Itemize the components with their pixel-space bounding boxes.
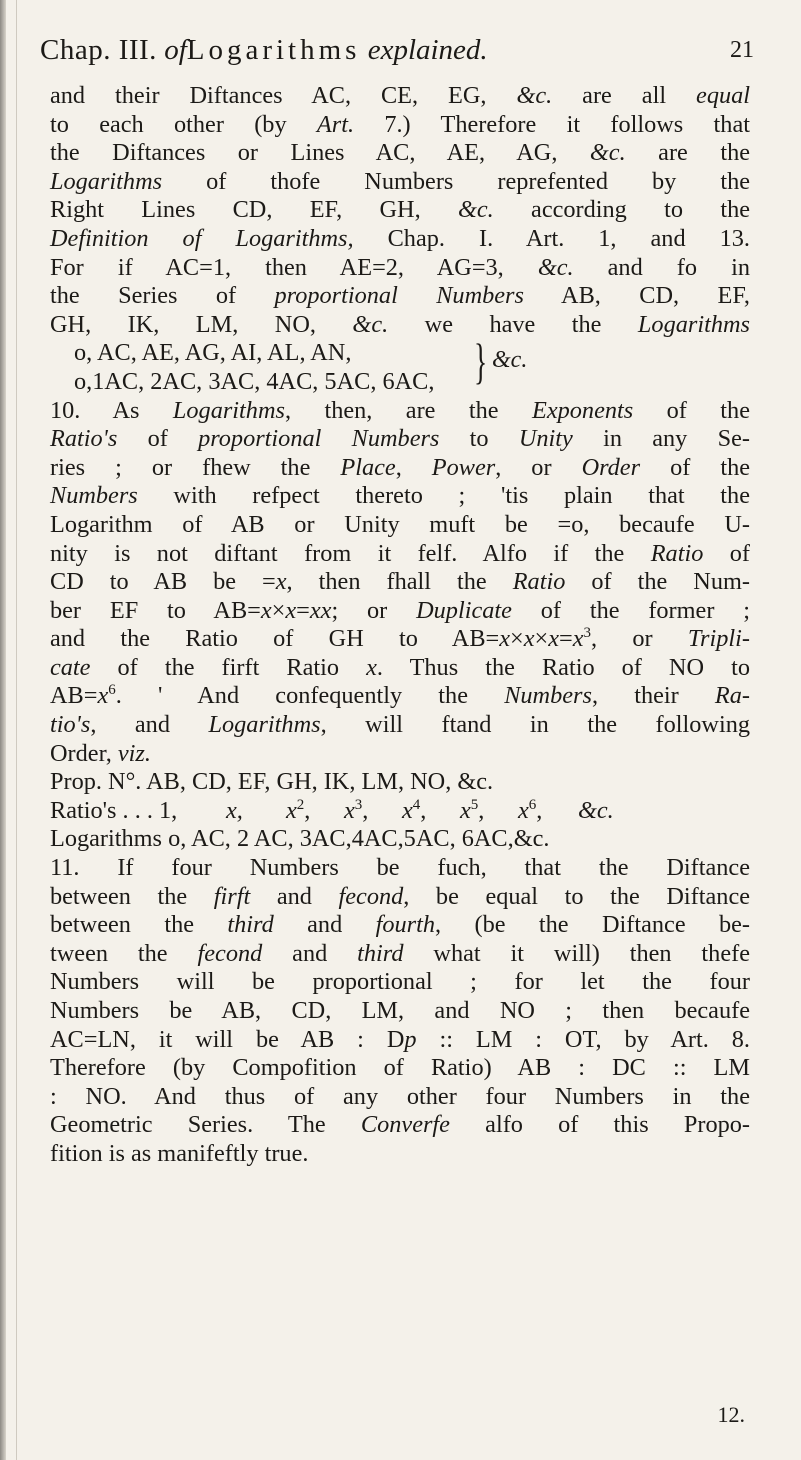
italic-run: x: [260, 596, 272, 624]
text-run: ,: [395, 453, 432, 481]
text-run: of the former ;: [511, 596, 751, 624]
italic-run: Duplicate: [416, 596, 512, 624]
italic-run: Place: [340, 453, 396, 481]
text-line: [50, 1026, 750, 1055]
text-run: , and: [90, 711, 209, 739]
table-logarithms-text: Logarithms o, AC, 2 AC, 3AC,4AC,5AC, 6AC,&c.: [50, 825, 550, 853]
text-line: [50, 1140, 750, 1169]
text-run: fition is as manifeftly true.: [50, 1139, 309, 1167]
brace-etc-label: &c.: [492, 346, 528, 373]
text-line: [50, 740, 750, 769]
text-run: : NO. And thus of any other four Numbers in the: [50, 1082, 750, 1110]
text-line: [50, 454, 750, 483]
text-line: [50, 139, 750, 168]
text-run: Numbers will be proportional ; for let the four: [50, 968, 750, 996]
page-edge: [0, 0, 6, 1460]
italic-run: fourth: [375, 911, 436, 939]
ratio-exponent: 4: [412, 796, 421, 813]
text-run: =: [296, 596, 310, 624]
text-line: [50, 196, 750, 225]
ratio-value: x: [402, 796, 413, 824]
italic-run: &c.: [537, 253, 574, 281]
text-run: what it will) then thefe: [403, 939, 750, 967]
text-line: [50, 883, 750, 912]
italic-run: tio's: [50, 711, 91, 739]
text-line: [50, 511, 750, 540]
text-run: ×: [510, 625, 524, 653]
catchword: 12.: [717, 1402, 745, 1427]
italic-run: xx: [309, 596, 332, 624]
ratio-cell: $x^2$,: [286, 796, 311, 824]
italic-run: x: [97, 682, 109, 710]
text-line: [50, 911, 750, 940]
italic-run: &c.: [352, 310, 389, 338]
ratio-value: x: [344, 796, 355, 824]
text-line: [50, 597, 750, 626]
table-ratios-label: Ratio's . . . 1,: [50, 796, 178, 824]
italic-run: x: [523, 625, 535, 653]
text-run: , will ftand in the following: [320, 711, 750, 739]
text-run: between the: [50, 911, 228, 939]
text-run: of the: [633, 396, 750, 424]
table-prop-row: [50, 768, 750, 797]
text-run: . Thus the Ratio of NO to: [376, 653, 750, 681]
ratio-cell: $x^4$,: [402, 796, 427, 824]
ratio-exponent: 2: [296, 796, 305, 813]
text-run: nity is not diftant from it felf. Alfo if the: [50, 539, 651, 567]
text-run: are the: [625, 139, 751, 167]
text-run: AC=LN, it will be AB : D: [50, 1025, 405, 1053]
text-run: with refpect thereto ; 'tis plain that the: [137, 482, 750, 510]
text-line: [50, 225, 750, 254]
header-chapter: Chap. III.: [40, 34, 157, 66]
text-run: of: [117, 425, 199, 453]
text-run: , then, are the: [284, 396, 532, 424]
text-run: AB=: [50, 682, 98, 710]
italic-run: Numbers: [50, 482, 138, 510]
text-line: [50, 1083, 750, 1112]
italic-run: proportional Numbers: [198, 425, 440, 453]
header-logarithms: Logarithms: [186, 34, 361, 66]
italic-run: Tripli-: [687, 625, 750, 653]
italic-run: Numbers: [504, 682, 592, 710]
text-run: . ' And confequently the: [115, 682, 505, 710]
superscript: 3: [583, 625, 592, 642]
italic-run: firft: [213, 882, 251, 910]
table-logarithms-row: [50, 825, 750, 854]
text-run: and fo in: [573, 253, 750, 281]
italic-run: Exponents: [532, 396, 634, 424]
text-run: 11. If four Numbers be fuch, that the Diftance: [50, 854, 750, 882]
italic-run: x: [499, 625, 511, 653]
italic-run: Ratio: [650, 539, 704, 567]
ratio-value: x: [286, 796, 297, 824]
header-of: of: [164, 34, 187, 66]
text-run: and: [250, 882, 339, 910]
header-explained: explained.: [367, 34, 488, 66]
text-run: , their: [591, 682, 715, 710]
italic-run: x: [285, 596, 297, 624]
ratio-exponent: 6: [528, 796, 537, 813]
text-line: [50, 1111, 750, 1140]
text-run: we have the: [388, 310, 638, 338]
table-prop-text: Prop. N°. AB, CD, EF, GH, IK, LM, NO, &c.: [50, 768, 494, 796]
text-run: and the Ratio of GH to AB=: [50, 625, 500, 653]
text-run: of the: [640, 453, 751, 481]
text-run: and their Diftances AC, CE, EG,: [50, 82, 517, 109]
italic-run: Logarithms: [50, 167, 163, 195]
italic-run: Art.: [316, 110, 355, 138]
brace-group: [474, 334, 554, 394]
paragraph-9-continuation: [50, 82, 750, 339]
text-run: ×: [271, 596, 286, 624]
text-run: in any Se-: [572, 425, 750, 453]
text-run: of the Num-: [565, 568, 750, 596]
text-run: to each other (by: [50, 110, 317, 138]
ratio-exponent: 3: [354, 796, 363, 813]
text-line: [50, 997, 750, 1026]
text-run: , be equal to the Diftance: [403, 882, 751, 910]
ratio-value: &c.: [578, 796, 614, 824]
ratio-cell: [578, 797, 614, 826]
italic-run: Order: [581, 453, 641, 481]
text-run: , or: [591, 625, 688, 653]
italic-run: Logarithms: [172, 396, 285, 424]
text-line: [50, 168, 750, 197]
text-run: the Series of: [50, 282, 275, 310]
text-run: 7.) Therefore it follows that: [354, 110, 750, 138]
text-line: [50, 82, 750, 111]
table-ratios-row: [50, 797, 750, 826]
text-run: of thofe Numbers reprefented by the: [162, 167, 750, 195]
paragraph-11: [50, 854, 750, 1169]
text-run: of: [703, 539, 750, 567]
page-gutter-line: [16, 0, 17, 1460]
ratio-exponent: 5: [470, 796, 479, 813]
brace-row-2-text: o,1AC, 2AC, 3AC, 4AC, 5AC, 6AC,: [74, 367, 435, 395]
paragraph-10: [50, 397, 750, 769]
text-run: CD to AB be =: [50, 568, 276, 596]
text-line: [50, 111, 750, 140]
italic-run: p: [404, 1025, 417, 1053]
text-run: :: LM : OT, by Art. 8.: [416, 1025, 750, 1053]
text-run: between the: [50, 882, 214, 910]
text-line: [50, 1054, 750, 1083]
text-run: ×: [534, 625, 549, 653]
italic-run: third: [227, 911, 274, 939]
text-run: 10. As: [50, 396, 173, 424]
text-line: [50, 311, 750, 340]
ratio-value: x: [460, 796, 471, 824]
text-run: the Diftances or Lines AC, AE, AG,: [50, 139, 590, 167]
italic-run: x: [548, 625, 560, 653]
italic-run: &c.: [516, 82, 553, 109]
italic-run: fecond: [338, 882, 404, 910]
text-line: [50, 940, 750, 969]
text-line: [50, 254, 750, 283]
ratio-cell: $x^3$,: [344, 796, 369, 824]
text-line: [50, 425, 750, 454]
curly-brace: }: [474, 332, 488, 389]
text-run: are all: [552, 82, 697, 109]
running-header: [40, 22, 760, 78]
superscript: 6: [108, 682, 116, 699]
text-run: Logarithm of AB or Unity muft be =o, becaufe U-: [50, 510, 750, 538]
italic-run: cate: [50, 653, 91, 681]
text-run: =: [559, 625, 573, 653]
text-line: [50, 854, 750, 883]
italic-run: viz.: [117, 739, 151, 767]
text-run: Right Lines CD, EF, GH,: [50, 196, 458, 224]
italic-run: Power: [431, 453, 496, 481]
ratio-value: x: [518, 796, 529, 824]
italic-run: &c.: [457, 196, 494, 224]
body-text: [50, 82, 750, 1169]
text-run: and: [273, 911, 376, 939]
italic-run: Ra-: [714, 682, 751, 710]
italic-run: proportional Numbers: [274, 282, 524, 310]
text-line: [50, 568, 750, 597]
text-run: to: [439, 425, 519, 453]
text-line: [50, 968, 750, 997]
logarithm-row-1: [50, 339, 750, 368]
text-run: GH, IK, LM, NO,: [50, 310, 353, 338]
text-run: Chap. I. Art. 1, and 13.: [353, 224, 750, 252]
brace-row-1-text: o, AC, AE, AG, AI, AL, AN,: [74, 339, 352, 367]
page-number: 21: [730, 37, 754, 63]
text-run: Numbers be AB, CD, LM, and NO ; then becaufe: [50, 997, 750, 1024]
text-run: AB, CD, EF,: [523, 282, 750, 310]
text-run: tween the: [50, 939, 198, 967]
italic-run: Ratio's: [50, 425, 118, 453]
italic-run: x: [572, 625, 584, 653]
italic-run: Unity: [518, 425, 573, 453]
italic-run: x: [275, 568, 287, 596]
ratio-value: x,: [226, 796, 243, 824]
italic-run: Converfe: [360, 1111, 450, 1139]
text-line: [50, 282, 750, 311]
text-run: of the firft Ratio: [90, 653, 367, 681]
text-run: , then fhall the: [286, 568, 513, 596]
text-line: [50, 482, 750, 511]
text-line: [50, 397, 750, 426]
text-run: alfo of this Propo-: [449, 1111, 750, 1139]
text-run: Geometric Series. The: [50, 1111, 361, 1139]
italic-run: equal: [696, 82, 751, 109]
italic-run: x: [366, 653, 377, 681]
text-run: and: [262, 939, 358, 967]
italic-run: Logarithms: [637, 310, 750, 338]
italic-run: Ratio: [512, 568, 566, 596]
text-run: , (be the Diftance be-: [435, 911, 751, 939]
text-line: [50, 654, 750, 683]
text-run: Order,: [50, 739, 118, 767]
text-run: ries ; or fhew the: [50, 453, 341, 481]
text-run: according to the: [493, 196, 751, 224]
ratio-cell: [226, 797, 243, 826]
text-run: , or: [495, 453, 582, 481]
text-line: [50, 540, 750, 569]
text-run: ber EF to AB=: [50, 596, 261, 624]
text-run: ; or: [331, 596, 417, 624]
text-run: For if AC=1, then AE=2, AG=3,: [50, 253, 538, 281]
text-line: [50, 625, 750, 654]
italic-run: &c.: [589, 139, 626, 167]
ratio-cell: $x^5$,: [460, 796, 485, 824]
text-run: Therefore (by Compofition of Ratio) AB : DC :: LM: [50, 1054, 750, 1082]
italic-run: third: [357, 939, 404, 967]
text-line: [50, 711, 750, 740]
italic-run: Definition of Logarithms,: [50, 224, 354, 252]
text-line: [50, 682, 750, 711]
ratio-cell: $x^6$,: [518, 796, 543, 824]
italic-run: Logarithms: [208, 711, 321, 739]
italic-run: fecond: [197, 939, 263, 967]
